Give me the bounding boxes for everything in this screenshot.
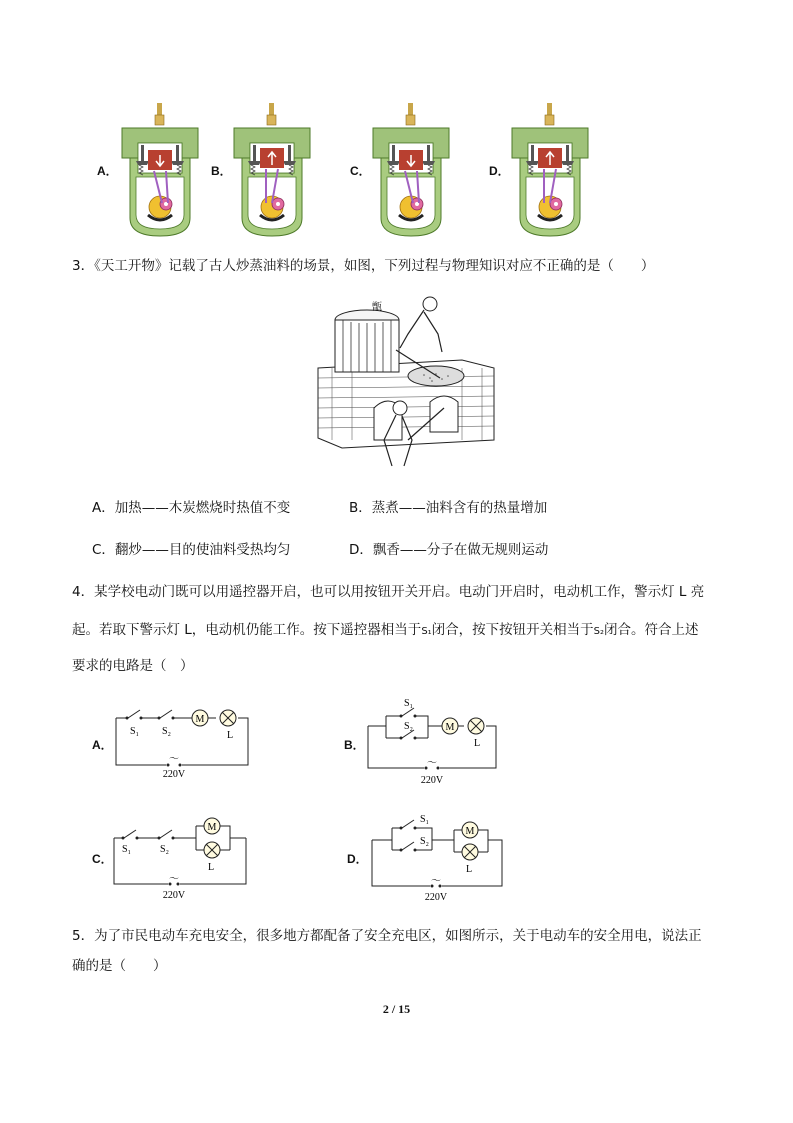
q5-stem-line1: 5．为了市民电动车充电安全，很多地方都配备了安全充电区，如图所示，关于电动车的安全用电，说法正 — [72, 928, 702, 944]
q4-option-c-letter[interactable]: C． — [92, 852, 113, 866]
q2-option-d-letter[interactable]: D． — [489, 164, 510, 178]
q4-option-d-letter[interactable]: D． — [347, 852, 368, 866]
lamp-label: L — [466, 864, 473, 875]
ac-label: ～ — [169, 874, 179, 885]
ac-label: ～ — [169, 754, 179, 765]
q4-option-b-letter[interactable]: B． — [344, 738, 365, 752]
s1-label: S₁ — [404, 698, 414, 709]
s2-label: S₂ — [420, 836, 430, 847]
q4-stem-line2 — [72, 620, 699, 642]
q4-stem-part-c: 闭合。符合上述 — [604, 622, 699, 638]
steamer-label: 甑 — [372, 302, 382, 313]
q3-stem: 3．《天工开物》记载了古人炒蒸油料的场景，如图，下列过程与物理知识对应不正确的是（ ） — [72, 258, 655, 274]
voltage-label: 220V — [424, 892, 448, 903]
s2-label: S₂ — [404, 721, 414, 732]
q3-option-b-letter[interactable]: B． — [349, 500, 372, 516]
s1-label: S₁ — [420, 814, 430, 825]
circuit-c — [112, 814, 252, 904]
q3-option-c-text[interactable]: 翻炒——目的使油料受热均匀 — [114, 542, 291, 558]
q3-option-d-text[interactable]: 飘香——分子在做无规则运动 — [372, 542, 549, 558]
q3-option-d-letter[interactable]: D． — [349, 542, 373, 558]
page-number: 2 / 15 — [382, 1002, 411, 1016]
s1-label: S₁ — [122, 844, 132, 855]
s1-label: S₁ — [130, 726, 140, 737]
q4-stem-line3: 要求的电路是（ ） — [72, 658, 194, 674]
engine-option-d — [510, 103, 590, 238]
q4-stem-part-b: 闭合，按下按钮开关相当于 — [431, 622, 594, 638]
circuit-a-diagram — [112, 702, 254, 780]
engine-option-b — [232, 103, 312, 238]
voltage-label: 220V — [162, 769, 186, 780]
motor-label: M — [195, 714, 205, 725]
circuit-d — [370, 810, 506, 906]
q4-stem-s2: S₂ — [593, 626, 605, 637]
motor-label: M — [445, 722, 455, 733]
ac-label: ～ — [431, 876, 441, 887]
lamp-label: L — [208, 862, 215, 873]
q2-option-b-letter[interactable]: B． — [211, 164, 232, 178]
circuit-d-diagram — [370, 810, 506, 906]
q2-option-c-letter[interactable]: C． — [350, 164, 371, 178]
ac-label: ～ — [427, 758, 437, 769]
q4-stem-line1: 4．某学校电动门既可以用遥控器开启，也可以用按钮开关开启。电动门开启时，电动机工作，警示灯 L 亮 — [72, 584, 705, 600]
motor-label: M — [465, 826, 475, 837]
q3-option-a-text[interactable]: 加热——木炭燃烧时热值不变 — [114, 500, 291, 516]
q3-option-a-letter[interactable]: A． — [92, 500, 115, 516]
q5-stem-line2: 确的是（ ） — [72, 958, 167, 974]
voltage-label: 220V — [420, 775, 444, 786]
circuit-b-diagram — [366, 696, 500, 788]
q4-stem-s1: S₁ — [421, 626, 432, 637]
q3-option-b-text[interactable]: 蒸煮——油料含有的热量增加 — [371, 500, 548, 516]
voltage-label: 220V — [162, 890, 186, 901]
q4-option-a-letter[interactable]: A． — [92, 738, 113, 752]
s2-label: S₂ — [160, 844, 170, 855]
q4-stem-part-a: 起。若取下警示灯 L，电动机仍能工作。按下遥控器相当于 — [72, 622, 422, 638]
s2-label: S₂ — [162, 726, 172, 737]
engine-option-a — [120, 103, 200, 238]
engine-option-c — [371, 103, 451, 238]
lamp-label: L — [474, 738, 481, 749]
circuit-c-diagram — [112, 814, 252, 904]
q2-option-a-letter[interactable]: A． — [97, 164, 118, 178]
circuit-a — [112, 702, 254, 780]
lamp-label: L — [227, 730, 234, 741]
q3-option-c-letter[interactable]: C． — [92, 542, 115, 558]
tiangong-kaiwu-illustration — [312, 290, 500, 472]
motor-label: M — [207, 822, 217, 833]
circuit-b — [366, 696, 500, 788]
